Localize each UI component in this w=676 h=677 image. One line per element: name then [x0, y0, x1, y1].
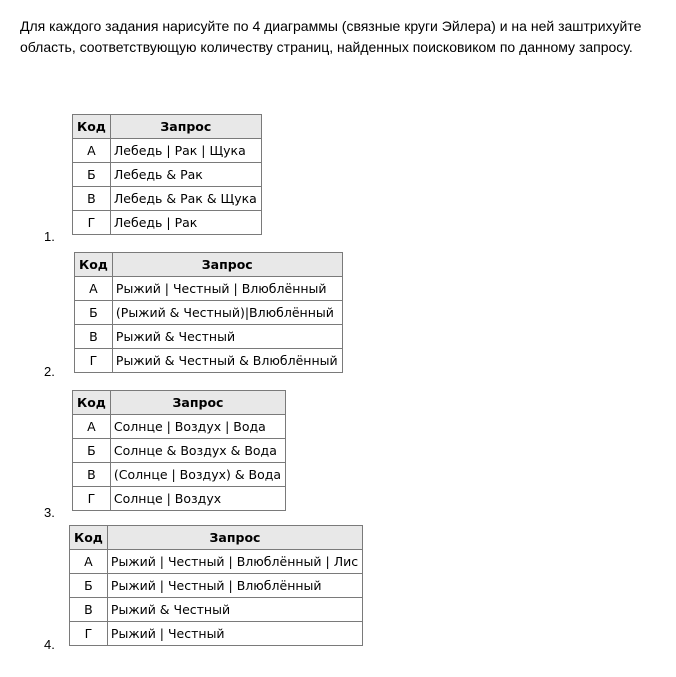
row-query: Рыжий & Честный	[107, 598, 362, 622]
row-code: А	[70, 550, 108, 574]
table-row	[75, 325, 343, 349]
column-header-query: Запрос	[110, 391, 285, 415]
column-header-code: Код	[75, 253, 113, 277]
row-query: Рыжий & Честный	[112, 325, 342, 349]
table-header-row	[75, 253, 343, 277]
row-code: Г	[75, 349, 113, 373]
row-code: Г	[73, 487, 111, 511]
row-query: Солнце | Воздух | Вода	[110, 415, 285, 439]
row-query: Лебедь | Рак	[110, 211, 261, 235]
row-query: Рыжий | Честный | Влюблённый	[107, 574, 362, 598]
row-query: Рыжий | Честный	[107, 622, 362, 646]
task-instruction: Для каждого задания нарисуйте по 4 диаграммы (связные круги Эйлера) и на ней заштрихуйте область, соответствующую количеству страниц, найденных поисковиком по данному запросу.	[20, 18, 642, 55]
query-table-2	[74, 252, 343, 373]
query-table-4	[69, 525, 363, 646]
row-code: А	[73, 415, 111, 439]
task-number-4: 4.	[44, 637, 55, 652]
column-header-code: Код	[70, 526, 108, 550]
table-row	[73, 439, 286, 463]
row-query: Рыжий & Честный & Влюблённый	[112, 349, 342, 373]
row-code: Г	[70, 622, 108, 646]
row-query: Лебедь & Рак & Щука	[110, 187, 261, 211]
table-row	[73, 211, 262, 235]
table-row	[70, 598, 363, 622]
table-row	[73, 463, 286, 487]
table-row	[73, 163, 262, 187]
row-query: (Солнце | Воздух) & Вода	[110, 463, 285, 487]
query-table-1	[72, 114, 262, 235]
row-code: Г	[73, 211, 111, 235]
table-header-row	[73, 391, 286, 415]
table-row	[73, 487, 286, 511]
row-code: В	[73, 187, 111, 211]
row-query: Солнце | Воздух	[110, 487, 285, 511]
row-query: Лебедь | Рак | Щука	[110, 139, 261, 163]
table-row	[75, 277, 343, 301]
column-header-query: Запрос	[110, 115, 261, 139]
row-code: Б	[73, 163, 111, 187]
table-row	[73, 187, 262, 211]
column-header-query: Запрос	[112, 253, 342, 277]
column-header-query: Запрос	[107, 526, 362, 550]
row-query: Рыжий | Честный | Влюблённый | Лис	[107, 550, 362, 574]
row-query: Солнце & Воздух & Вода	[110, 439, 285, 463]
column-header-code: Код	[73, 391, 111, 415]
column-header-code: Код	[73, 115, 111, 139]
row-code: А	[73, 139, 111, 163]
row-query: Лебедь & Рак	[110, 163, 261, 187]
row-code: В	[75, 325, 113, 349]
table-row	[75, 349, 343, 373]
query-table-3	[72, 390, 286, 511]
table-row	[70, 550, 363, 574]
task-number-3: 3.	[44, 505, 55, 520]
row-query: Рыжий | Честный | Влюблённый	[112, 277, 342, 301]
task-number-2: 2.	[44, 364, 55, 379]
row-query: (Рыжий & Честный)|Влюблённый	[112, 301, 342, 325]
task-number-1: 1.	[44, 229, 55, 244]
row-code: А	[75, 277, 113, 301]
row-code: В	[73, 463, 111, 487]
row-code: Б	[73, 439, 111, 463]
table-row	[73, 139, 262, 163]
row-code: Б	[75, 301, 113, 325]
row-code: Б	[70, 574, 108, 598]
table-row	[73, 415, 286, 439]
table-row	[75, 301, 343, 325]
table-row	[70, 574, 363, 598]
table-header-row	[73, 115, 262, 139]
row-code: В	[70, 598, 108, 622]
table-row	[70, 622, 363, 646]
table-header-row	[70, 526, 363, 550]
